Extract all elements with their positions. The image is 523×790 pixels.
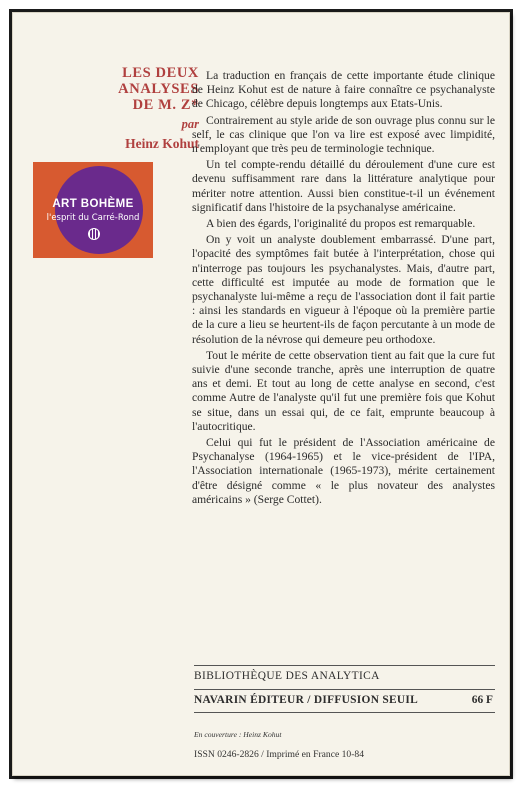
sticker-circle [55, 166, 143, 254]
isbn-line: ISSN 0246-2826 / Imprimé en France 10-84 [194, 749, 364, 760]
blurb-paragraph-4: A bien des égards, l'originalité du propos est remarquable. [206, 217, 476, 231]
divider-middle [194, 689, 495, 690]
book-back-cover [12, 12, 510, 776]
price-label: 66 F [471, 694, 493, 706]
book-title-line-3: DE M. Z* [132, 97, 199, 113]
cover-credit: En couverture : Heinz Kohut [194, 730, 282, 739]
divider-top [194, 665, 495, 666]
blurb-paragraph-3: Un tel compte-rendu détaillé du déroulement d'une cure est devenu suffisamment rare dans la littérature analytique pour mériter notre attention. Aussi bien constitue-t-il un événement significatif dans l'histoire de la psychanalyse américaine. [192, 158, 495, 214]
publisher-line: NAVARIN ÉDITEUR / DIFFUSION SEUIL [194, 694, 419, 706]
title-block [89, 65, 199, 152]
blurb-paragraph-6: Tout le mérite de cette observation tient au fait que la cure fut suivie d'une seconde tranche, après une interruption de quatre ans et demi. Et tout au long de cette analyse en second, c'est comme Autre de l'analyste qu'il fut une première fois que Kohut se situe, dans un essai qui, de ce fait, emprunte beaucoup à l'autocritique. [192, 348, 495, 433]
book-title-line-1: LES DEUX [122, 65, 199, 81]
by-label: par [181, 117, 199, 131]
blurb-paragraph-2: Contrairement au style aride de son ouvrage plus connu sur le self, le cas clinique que l'on va lire est exposé avec limpidité, n'employant que très peu de terminologie technique. [192, 113, 495, 156]
series-name: BIBLIOTHÈQUE DES ANALYTICA [194, 670, 380, 682]
sticker-emblem-icon [88, 228, 100, 240]
blurb-paragraph-7: Celui qui fut le président de l'Association américaine de Psychanalyse (1964-1965) et le vice-président de l'IPA, l'Association internationale (1965-1973), mérite certainement d'être désigné comme « le plus novateur des analystes américains » (Serge Cottet). [192, 436, 495, 506]
blurb-text [192, 69, 495, 509]
blurb-paragraph-1: La traduction en français de cette importante étude clinique de Heinz Kohut est de nature à faire connaître ce psychanalyste de Chicago, célèbre depuis longtemps aux Etats-Unis. [192, 69, 495, 111]
book-title-line-2: ANALYSES [118, 81, 199, 97]
sticker-subtitle: l'esprit du Carré-Rond [46, 213, 140, 223]
sticker-title: ART BOHÈME [52, 198, 134, 210]
divider-bottom [194, 712, 495, 713]
art-boheme-sticker [33, 162, 153, 258]
blurb-paragraph-5: On y voit un analyste doublement embarrassé. D'une part, l'opacité des symptômes fait butée à l'interprétation, chose qui n'interroge pas toujours les psychanalystes. Mais, d'autre part, cette difficulté est imputée au mode de formation que le psychanalyste lui-même a reçu de l'association dont il fait partie : ainsi les standards en vigueur à l'époque où la première partie de la cure a lieu se heurtent-ils de façon percutante à un mode de résolution de la névrose qui demeure peu orthodoxe. [192, 233, 495, 346]
author-name: Heinz Kohut [125, 136, 199, 151]
